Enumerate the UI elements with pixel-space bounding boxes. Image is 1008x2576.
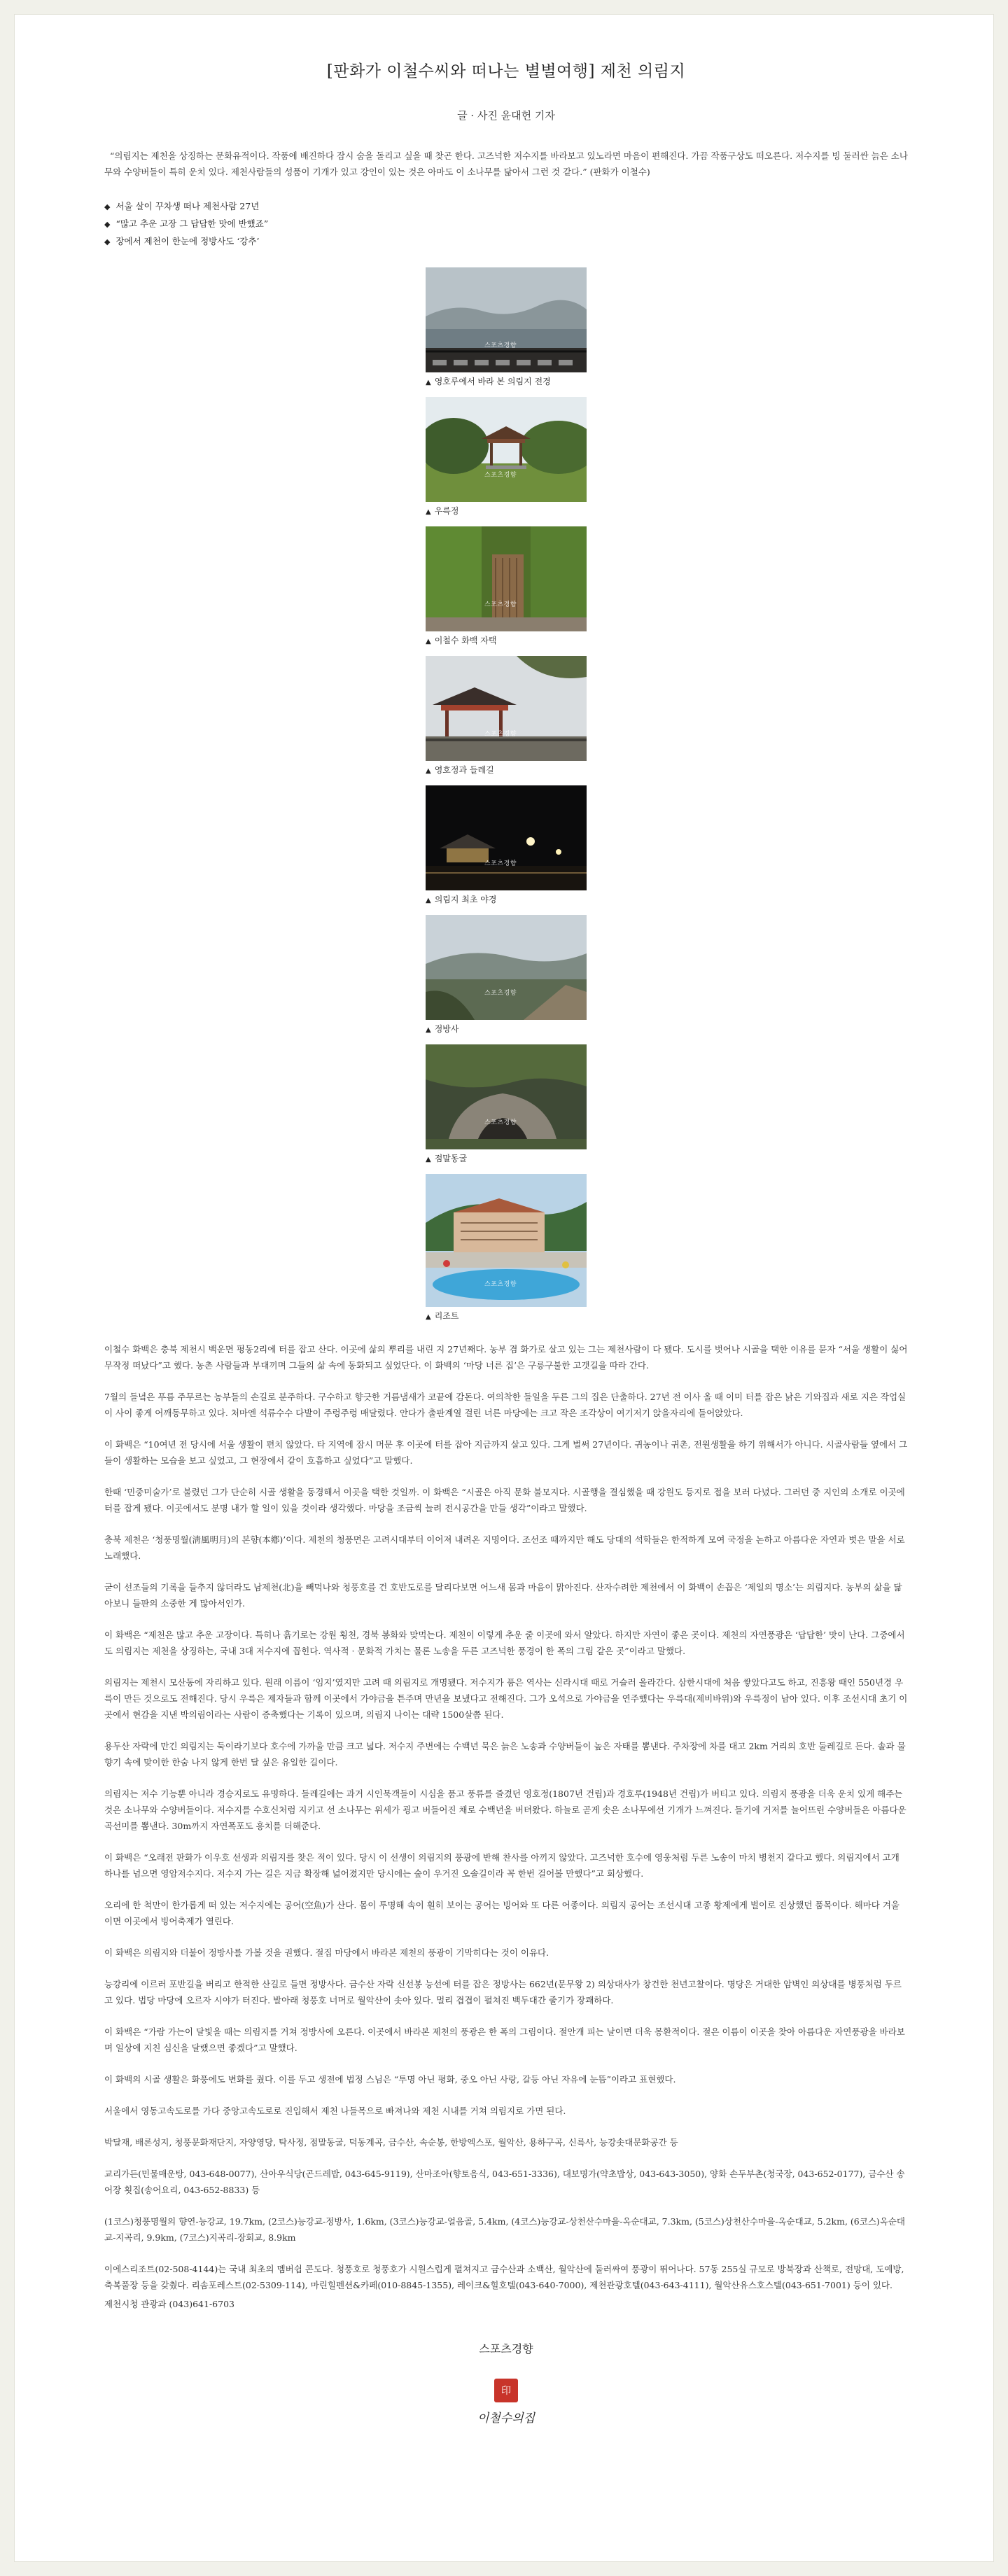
triangle-icon: ▲ — [426, 1313, 431, 1321]
photo-caption-text: 영호정과 들레길 — [434, 765, 494, 775]
triangle-icon: ▲ — [426, 638, 431, 645]
photo-caption — [426, 764, 587, 777]
triangle-icon: ▲ — [426, 379, 431, 386]
body-paragraph: 7월의 들녘은 푸름 주무르는 농부들의 손길로 분주하다. 구수하고 향긋한 거름냄새가 코끝에 감돈다. 여의착한 들일을 두른 그의 집은 단출하다. 27년 전 이사 올 때 이미 터를 잡은 낡은 기와집과 새로 지은 작업실이 사이 좋게 어깨동무하고 있다. 처마엔 석류수수 다발이 주렁주렁 매달렸다. 안다가 출판계열 걸린 너른 마당에는 크고 작은 조각상이 여기저기 앉을자리에 들어앉았다. — [104, 1392, 906, 1418]
photo-figure — [426, 915, 587, 1036]
photo-caption — [426, 1023, 587, 1036]
photo-figure — [426, 785, 587, 906]
summary-bullet — [104, 233, 908, 251]
summary-bullet-text: 서울 살이 꾸차생 떠나 제천사람 27년 — [115, 201, 260, 211]
photo-watermark: 스포츠경향 — [484, 601, 517, 608]
body-paragraph: 굳이 선조들의 기록을 들추지 않더라도 남제천(北)을 빼먹나와 청풍호를 건 호반도로를 달리다보면 어느새 몸과 마음이 맑아진다. 산자수려한 제천에서 이 화백이 손꼽은 ‘제일의 명소’는 의림지다. 농부의 삶을 닮아보니 들판의 소중한 게 많아서인가. — [104, 1582, 902, 1609]
body-paragraph: 충북 제천은 ‘청풍명월(淸風明月)의 본향(本鄕)’이다. 제천의 청풍면은 고려시대부터 이어져 내려온 지명이다. 조선조 때까지만 해도 당대의 석학들은 한적하게 모여 국정을 논하고 아름다운 자연과 벗은 말을 서로 노래했다. — [104, 1534, 905, 1561]
body-paragraph: 이 화백은 “제천은 많고 추운 고장이다. 특히나 흙기로는 강원 횡천, 경북 봉화와 맞먹는다. 제천이 이렇게 추운 줄 이곳에 와서 알았다. 하지만 자연이 좋은 곳이다. 제천의 자연풍광은 ‘답답한’ 맛이 난다. 그중에서도 의림지는 제천을 상징하는, 국내 3대 저수지에 꼽힌다. 역사적 · 문화적 가치는 물론 노송을 두른 고즈넉한 풍경이 한 폭의 그림 같은 곳”이라고 말했다. — [104, 1630, 905, 1656]
photo-watermark: 스포츠경향 — [484, 860, 517, 867]
photo-figure — [426, 267, 587, 388]
article-title: [판화가 이철수씨와 떠나는 별별여행] 제천 의림지 — [326, 62, 686, 80]
lake-panorama-photo — [426, 267, 587, 372]
triangle-icon: ▲ — [426, 508, 431, 516]
body-paragraph: 이 화백은 “가람 가는이 달빛을 때는 의림지를 거쳐 정방사에 오른다. 이곳에서 바라본 제천의 풍광은 한 폭의 그림이다. 절안개 피는 날이면 더욱 몽환적이다. 절은 이름이 이곳을 찾아 아름다운 자연풍광을 바라보며 일상에 지친 심신을 달랬으면 좋겠다”고 말했다. — [104, 2026, 905, 2053]
body-paragraph: 의림지는 저수 기능뿐 아니라 경승지로도 유명하다. 들레길에는 과거 시인묵객들이 시심을 품고 풍류를 즐겼던 영호정(1807년 건립)과 경호루(1948년 건립)가 버티고 있다. 의림지 풍광을 더욱 운치 있게 해주는 것은 소나무와 수양버들이다. 저수지를 수호신처럼 지키고 선 소나무는 위세가 굉고 버들어진 채로 수백년을 버텨왔다. 하늘로 곧게 솟은 소나무에선 기개가 느껴진다. 들기에 거저를 늘어뜨린 수양버들은 아름다운 곡선미를 뽐낸다. 30m까지 자연폭포도 흥치를 더해준다. — [104, 1788, 906, 1831]
cave-photo — [426, 1044, 587, 1149]
body-paragraph: 박달재, 배론성지, 청풍문화재단지, 자양영당, 탁사정, 점말동굴, 덕동계곡, 금수산, 속순봉, 한방엑스포, 월악산, 용하구곡, 신륵사, 능강솟대문화공간 등 — [104, 2137, 678, 2148]
diamond-icon: ◆ — [104, 220, 111, 229]
triangle-icon: ▲ — [426, 897, 431, 904]
summary-bullet-text: 장에서 제천이 한눈에 정방사도 ‘강추’ — [115, 236, 260, 246]
temple-view-photo — [426, 915, 587, 1020]
body-paragraph: 한때 ‘민중미술가’로 불렸던 그가 단순히 시골 생활을 동경해서 이곳을 택한 것일까. 이 화백은 “시골은 아직 문화 불모지다. 시골행을 결심했을 때 강원도 등지로 접을 보러 다녔다. 그러던 중 지인의 소개로 이곳에 터를 잡게 됐다. 이곳에서도 분명 내가 할 일이 있을 것이라 생각했다. 마당을 조금씩 늘려 전시공간을 만들 생각”이라고 말했다. — [104, 1487, 905, 1513]
article-footer — [104, 2340, 908, 2426]
diamond-icon: ◆ — [104, 237, 111, 246]
body-paragraph: 이에스리조트(02-508-4144)는 국내 최초의 멤버쉽 콘도다. 청풍호로 청풍호가 시원스럽게 펼쳐지고 금수산과 소백산, 월악산에 둘러싸여 풍광이 뛰어나다. 57동 255실 규모로 방북장과 산책로, 전망대, 도예방, 축복풀장 등을 갖췄다. 리솜포레스트(02-5309-114), 마린힐펜션&카페(010-8845-1355), 레이크&힐호텔(043-640-7000), 제천관광호텔(043-643-4111), 월악산유스호스텔(043-651-7001) 등이 있다. — [104, 2264, 904, 2290]
article-content — [104, 58, 908, 2426]
photo-figure — [426, 1044, 587, 1166]
photo-watermark: 스포츠경향 — [484, 990, 517, 997]
photo-figure — [426, 1174, 587, 1323]
body-paragraph: 이 화백은 “10여년 전 당시에 서울 생활이 편치 않았다. 타 지역에 잠시 머문 후 이곳에 터를 잡아 지금까지 살고 있다. 그게 벌써 27년이다. 귀농이나 귀촌, 전원생활을 하기 위해서가 아니다. 시골사람들 옆에서 그들이 생활하는 모습을 보고 싶었고, 그 현장에서 같이 호흡하고 싶었다”고 말했다. — [104, 1439, 908, 1466]
photo-watermark: 스포츠경향 — [484, 1119, 517, 1126]
body-paragraph: 이철수 화백은 충북 제천시 백운면 평동2리에 터를 잡고 산다. 이곳에 삶의 뿌리를 내린 지 27년째다. 농부 겸 화가로 살고 있는 그는 제천사람이 다 됐다. 도시를 벗어나 시골을 택한 이유를 묻자 “서울 생활이 싫어 무작정 떠났다”고 했다. 농촌 사람들과 부대끼며 그들의 삶 속에 동화되고 싶었단다. 이 화백의 ‘마당 너른 집’은 구릉구불한 고갯길을 따라 간다. — [104, 1344, 908, 1371]
photo-watermark: 스포츠경향 — [484, 342, 517, 349]
photo-figure — [426, 526, 587, 648]
body-paragraph: 이 화백의 시골 생활은 화풍에도 변화를 줬다. 이를 두고 생전에 법정 스님은 “투명 아닌 평화, 중오 아닌 사랑, 갈등 아닌 자유에 눈뜸”이라고 표현했다. — [104, 2074, 676, 2085]
body-paragraph: 이 화백은 의림지와 더불어 정방사를 가볼 것을 권했다. 절집 마당에서 바라본 제천의 풍광이 기막히다는 것이 이유다. — [104, 1947, 550, 1958]
seal-stamp-icon: 印 — [494, 2379, 518, 2402]
pavilion-photo — [426, 397, 587, 502]
photo-caption — [426, 1153, 587, 1166]
photo-watermark: 스포츠경향 — [484, 731, 517, 738]
signature-logo: 이철수의집 — [477, 2412, 536, 2426]
triangle-icon: ▲ — [426, 767, 431, 775]
photo-figure — [426, 397, 587, 518]
summary-bullet — [104, 198, 908, 216]
photo-figure — [426, 656, 587, 777]
byline: 글 · 사진 윤대헌 기자 — [457, 109, 555, 122]
pavilion-trail-photo — [426, 656, 587, 761]
body-paragraph: 서울에서 영동고속도로를 가다 중앙고속도로로 진입해서 제천 나들목으로 빠져나와 제천 시내를 거쳐 의림지로 가면 된다. — [104, 2106, 566, 2116]
photo-caption — [426, 894, 587, 906]
triangle-icon: ▲ — [426, 1156, 431, 1163]
body-paragraph: (1코스)청풍명월의 향연-능강교, 19.7km, (2코스)능강교-정방사, 1.6km, (3코스)능강교-얼음골, 5.4km, (4코스)능강교-상천산수마을-옥순대교, 7.3km, (5코스)상천산수마을-옥순대교, 5.2km, (6코스)옥순대교-지곡리, 9.9km, (7코스)지곡리-장회교, 8.9km — [104, 2216, 906, 2243]
photo-caption-text: 이철수 화백 자택 — [434, 636, 497, 645]
photo-caption — [426, 1310, 587, 1323]
contact-line: 제천시청 관광과 (043)641-6703 — [104, 2299, 234, 2309]
triangle-icon: ▲ — [426, 1026, 431, 1034]
photo-caption-text: 정방사 — [434, 1024, 459, 1034]
photo-column — [426, 267, 587, 1323]
photo-caption-text: 영호루에서 바라 본 의림지 전경 — [434, 377, 551, 386]
photo-watermark: 스포츠경향 — [484, 472, 517, 479]
body-paragraph: 능강리에 이르러 포반길을 버리고 한적한 산길로 들면 정방사다. 금수산 자락 신선봉 능선에 터를 잡은 정방사는 662년(문무왕 2) 의상대사가 창건한 천년고찰이다. 명당은 거대한 암벽인 의상대를 병풍처럼 두르고 있다. 법당 마당에 오르자 시야가 터진다. 발아래 청풍호 너머로 월악산이 솟아 있다. 멀리 겹겹이 펼쳐진 백두대간 줄기가 장쾌하다. — [104, 1979, 902, 2005]
lead-quote: “의림지는 제천을 상징하는 문화유적이다. 작품에 배진하다 잠시 숨을 돌리고 싶을 때 찾곤 한다. 고즈넉한 저수지를 바라보고 있노라면 마음이 편해진다. 가끔 작품구상도 떠오른다. 저수지를 빙 둘러싼 늙은 소나무와 수양버들이 특히 운치 있다. 제천사람들의 성품이 기개가 있고 강인이 있는 것은 아마도 이 소나무를 닮아서 그런 것 같다.” (판화가 이철수) — [104, 150, 908, 177]
summary-bullet — [104, 216, 908, 233]
article-page — [14, 14, 994, 2562]
photo-caption — [426, 635, 587, 648]
body-paragraph: 용두산 자락에 만긴 의림지는 둑이라기보다 호수에 가까울 만큼 크고 넓다. 저수지 주변에는 수백년 묵은 늙은 노송과 수양버들이 높은 자태를 뽐낸다. 주차장에 차를 대고 2km 거리의 호반 둘레길로 든다. 솔과 물 향기 속에 맞이한 한숨 나지 않게 한번 달 싶은 유일한 길이다. — [104, 1741, 906, 1768]
photo-caption-text: 의림지 최초 야경 — [434, 895, 497, 904]
photo-caption-text: 리조트 — [434, 1311, 459, 1321]
diamond-icon: ◆ — [104, 202, 111, 211]
body-paragraph: 의림지는 제천시 모산동에 자리하고 있다. 원래 이름이 ‘임지’였지만 고려 때 의림지로 개명됐다. 저수지가 품은 역사는 신라시대 때로 거슬러 올라간다. 삼한시대에 처음 쌓았다고도 하고, 진흥왕 때인 550년경 우륵이 만든 것으로도 전해진다. 당시 우륵은 제자들과 함께 이곳에서 가야금을 튼주며 만년을 보냈다고 전해진다. 그가 오석으로 가야금을 연주했다는 우륵대(제비바위)와 우륵정이 남아 있다. 이후 조선시대 초기 이곳에서 현감을 지낸 박의림이라는 사람이 증축했다는 기록이 있으며, 의림지 나이는 대략 1500살쯤 된다. — [104, 1677, 908, 1720]
house-gate-photo — [426, 526, 587, 631]
night-view-photo — [426, 785, 587, 890]
photo-caption-text: 점말동굴 — [434, 1154, 468, 1163]
body-paragraph: 교리가든(민물매운탕, 043-648-0077), 산아우식당(곤드레밥, 043-645-9119), 산마조아(향토음식, 043-651-3336), 대보명가(약초밥상, 043-643-3050), 양화 손두부촌(청국장, 043-652-0177), 금수산 송어장 횟집(송어요리, 043-652-8833) 등 — [104, 2169, 905, 2195]
photo-watermark: 스포츠경향 — [484, 1281, 517, 1288]
photo-caption — [426, 505, 587, 518]
resort-photo — [426, 1174, 587, 1307]
source-credit: 스포츠경향 — [479, 2342, 533, 2356]
article-body — [104, 1341, 908, 2312]
photo-caption-text: 우륵정 — [434, 506, 459, 516]
summary-bullets — [104, 198, 908, 251]
photo-caption — [426, 376, 587, 388]
body-paragraph: 이 화백은 “오래전 판화가 이우호 선생과 의림지를 찾은 적이 있다. 당시 이 선생이 의림지의 풍광에 반해 찬사를 아끼지 않았다. 고즈넉한 호수에 영웅처럼 두른 노송이 마치 병천지 같다고 했다. 의림지에서 고개 하나를 넘으면 영암저수지다. 저수지 가는 길은 지금 확장해 넓어졌지만 당시에는 숲이 우거진 오솔길이라 꼭 한번 걸어볼 만했다”고 회상했다. — [104, 1852, 899, 1879]
summary-bullet-text: “많고 추운 고장 그 답답한 맛에 반했죠” — [115, 218, 269, 229]
body-paragraph: 오리에 한 척만이 한가롭게 떠 있는 저수지에는 공어(空魚)가 산다. 몸이 투명해 속이 훤히 보이는 공어는 빙어와 또 다른 어종이다. 의림지 공어는 조선시대 고종 황제에게 벌이로 진상했던 품목이다. 해마다 겨울이면 이곳에서 빙어축제가 열린다. — [104, 1900, 900, 1926]
